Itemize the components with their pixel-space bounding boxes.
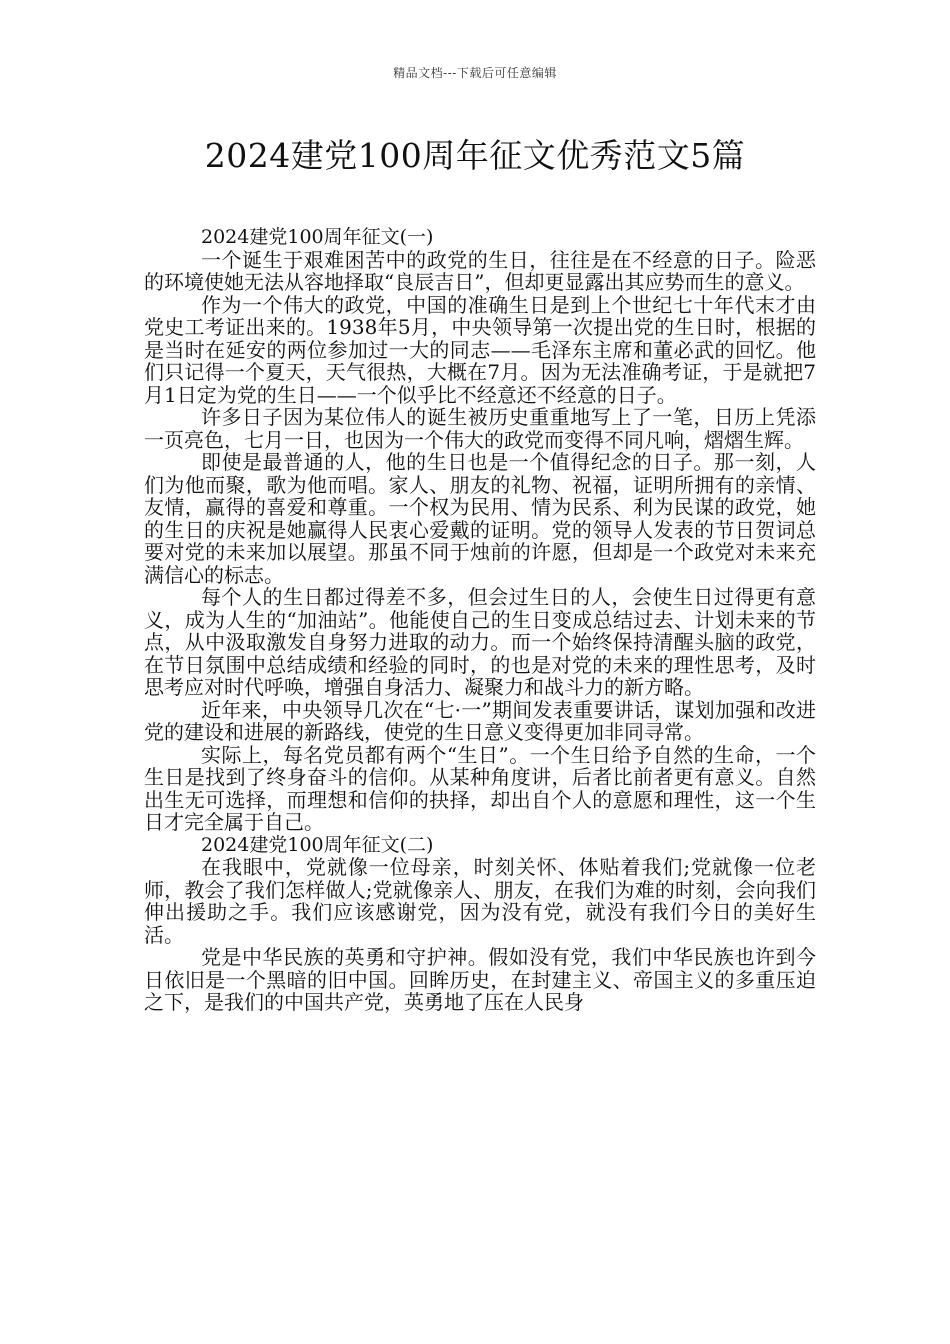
paragraph: 每个人的生日都过得差不多，但会过生日的人，会使生日过得更有意义，成为人生的“加油站”。他能使自己的生日变成总结过去、计划未来的节点，从中汲取激发自身努力进取的动力。而一个始终保持清醒头脑的政党，在节日氛围中总结成绩和经验的同时，的也是对党的未来的理性思考，及时思考应对时代呼唤，增强自身活力、凝聚力和战斗力的新方略。 [144,585,816,699]
paragraph: 在我眼中，党就像一位母亲，时刻关怀、体贴着我们;党就像一位老师，教会了我们怎样做人;党就像亲人、朋友，在我们为难的时刻，会向我们伸出援助之手。我们应该感谢党，因为没有党，就没有我们今日的美好生活。 [144,855,816,947]
section-heading-2: 2024建党100周年征文(二) [201,833,434,856]
section-heading-1: 2024建党100周年征文(一) [201,226,434,248]
paragraph: 即使是最普通的人，他的生日也是一个值得纪念的日子。那一刻，人们为他而聚，歌为他而唱。家人、朋友的礼物、祝福，证明所拥有的亲情、友情，赢得的喜爱和尊重。一个权为民用、情为民系、利为民谋的政党，她的生日的庆祝是她赢得人民衷心爱戴的证明。党的领导人发表的节日贺词总要对党的未来加以展望。那虽不同于烛前的许愿，但却是一个政党对未来充满信心的标志。 [144,450,816,587]
paragraph: 一个诞生于艰难困苦中的政党的生日，往往是在不经意的日子。险恶的环境使她无法从容地择取“良辰吉日”，但却更显露出其应势而生的意义。 [144,247,816,294]
page-header: 精品文档---下载后可任意编辑 [393,66,557,80]
document-body [144,226,816,1014]
paragraph: 作为一个伟大的政党，中国的准确生日是到上个世纪七十年代末才由党史工考证出来的。1938年5月，中央领导第一次提出党的生日时，根据的是当时在延安的两位参加过一大的同志——毛泽东主席和董必武的回忆。他们只记得一个夏天，天气很热，大概在7月。因为无法准确考证，于是就把7月1日定为党的生日——一个似乎比不经意还不经意的日子。 [144,292,816,407]
paragraph: 党是中华民族的英勇和守护神。假如没有党，我们中华民族也许到今日依旧是一个黑暗的旧中国。回眸历史，在封建主义、帝国主义的多重压迫之下，是我们的中国共产党，英勇地了压在人民身 [144,945,816,1014]
paragraph: 近年来，中央领导几次在“七·一”期间发表重要讲话，谋划加强和改进党的建设和进展的新路线，使党的生日意义变得更加非同寻常。 [144,697,816,744]
document-title: 2024建党100周年征文优秀范文5篇 [204,136,746,175]
paragraph: 许多日子因为某位伟人的诞生被历史重重地写上了一笔，日历上凭添一页亮色，七月一日，也因为一个伟大的政党而变得不同凡响，熠熠生辉。 [144,405,816,452]
paragraph: 实际上，每名党员都有两个“生日”。一个生日给予自然的生命，一个生日是找到了终身奋斗的信仰。从某种角度讲，后者比前者更有意义。自然出生无可选择，而理想和信仰的抉择，却出自个人的意愿和理性，这一个生日才完全属于自己。 [144,742,816,834]
